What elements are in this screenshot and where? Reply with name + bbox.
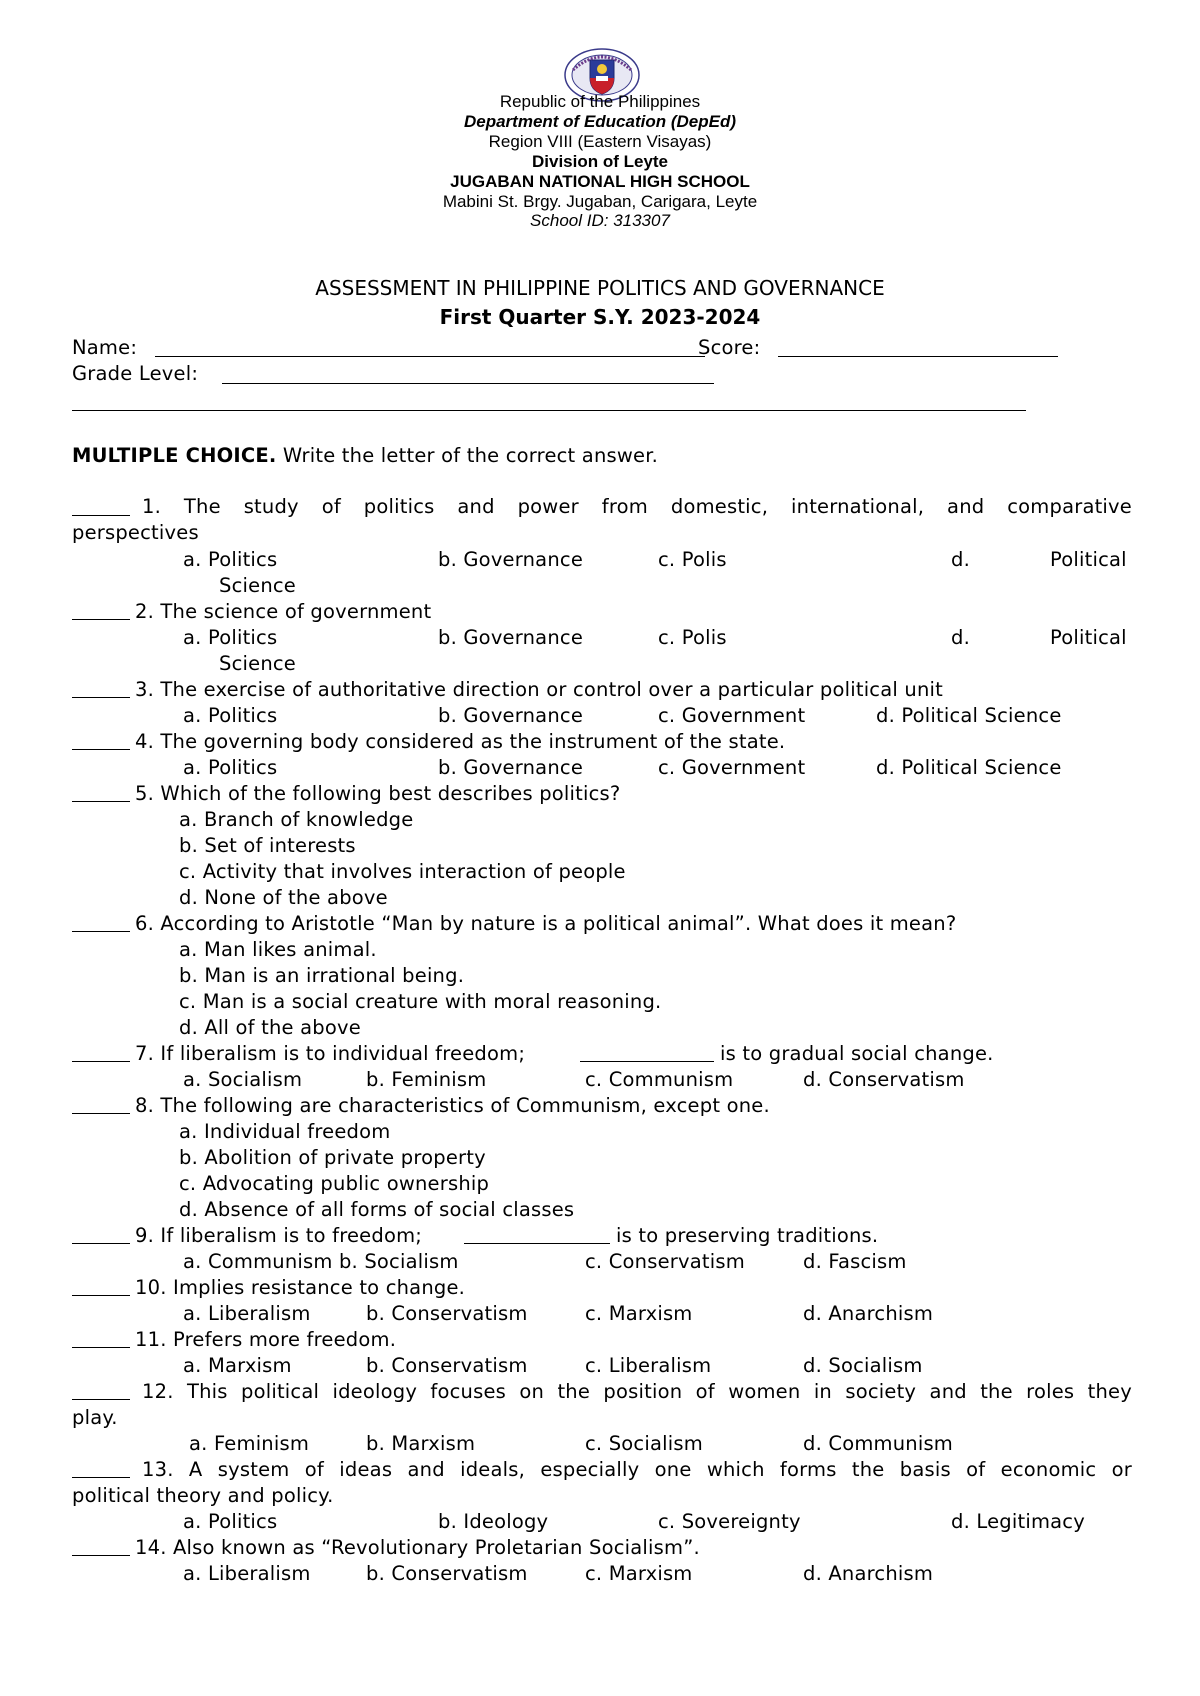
option-b: b. Set of interests (179, 834, 356, 857)
answer-blank[interactable] (72, 931, 130, 932)
option-d: d. (951, 626, 970, 649)
answer-blank[interactable] (72, 1113, 130, 1114)
answer-blank[interactable] (72, 619, 130, 620)
option-b: b. Abolition of private property (179, 1146, 486, 1169)
option-a: a. Socialism (183, 1068, 303, 1091)
question-stem: 9. If liberalism is to freedom; (135, 1224, 423, 1247)
option-b: b. Conservatism (366, 1302, 528, 1325)
question-stem: 6. According to Aristotle “Man by nature is a political animal”. What does it mean? (135, 912, 957, 935)
option-a: a. Marxism (183, 1354, 292, 1377)
name-label: Name: (72, 336, 138, 359)
name-field[interactable] (155, 356, 705, 357)
option-d: d. Political Science (876, 756, 1062, 779)
question-stem: play. (72, 1406, 118, 1429)
question-stem: 12. This political ideology focuses on the position of women in society and the roles they (142, 1380, 1132, 1403)
option-b: b. Governance (438, 756, 584, 779)
option-d: d. Anarchism (803, 1302, 934, 1325)
option-b: b. Conservatism (366, 1354, 528, 1377)
option-a: a. Liberalism (183, 1302, 311, 1325)
option-c: c. Government (658, 704, 806, 727)
option-a: a. Man likes animal. (179, 938, 377, 961)
exam-subtitle: First Quarter S.Y. 2023-2024 (439, 305, 761, 329)
fill-in-blank[interactable] (464, 1243, 610, 1244)
option-c: c. Marxism (585, 1562, 693, 1585)
header-address: Mabini St. Brgy. Jugaban, Carigara, Leyte (442, 192, 758, 211)
question-stem: is to preserving traditions. (616, 1224, 879, 1247)
question-stem: 3. The exercise of authoritative direction or control over a particular political unit (135, 678, 943, 701)
header-school: JUGABAN NATIONAL HIGH SCHOOL (450, 172, 750, 191)
option-d-text: Political (1050, 548, 1127, 571)
question-stem: perspectives (72, 521, 199, 544)
option-c: c. Government (658, 756, 806, 779)
question-stem: political theory and policy. (72, 1484, 334, 1507)
answer-blank[interactable] (72, 1347, 130, 1348)
option-a: a. Politics (183, 548, 278, 571)
option-a: a. Politics (183, 756, 278, 779)
option-b: b. Man is an irrational being. (179, 964, 465, 987)
fill-in-blank[interactable] (580, 1061, 714, 1062)
option-d: d. Legitimacy (951, 1510, 1085, 1533)
option-d: d. Fascism (803, 1250, 907, 1273)
option-b: b. Governance (438, 626, 584, 649)
answer-blank[interactable] (72, 1295, 130, 1296)
option-d: d. None of the above (179, 886, 388, 909)
question-stem: 2. The science of government (135, 600, 432, 623)
option-d: d. Conservatism (803, 1068, 965, 1091)
header-division: Division of Leyte (531, 152, 669, 171)
question-stem: 13. A system of ideas and ideals, especially one which forms the basis of economic or (142, 1458, 1132, 1481)
question-stem: 5. Which of the following best describes politics? (135, 782, 621, 805)
option-c: c. Sovereignty (658, 1510, 801, 1533)
option-a: a. Individual freedom (179, 1120, 391, 1143)
option-d: d. Absence of all forms of social classes (179, 1198, 575, 1221)
question-stem: 14. Also known as “Revolutionary Proletarian Socialism”. (135, 1536, 700, 1559)
header-region: Region VIII (Eastern Visayas) (488, 132, 712, 151)
option-c: c. Advocating public ownership (179, 1172, 490, 1195)
option-a-b: a. Communism b. Socialism (183, 1250, 459, 1273)
option-d-text: Science (219, 574, 296, 597)
option-c: c. Socialism (585, 1432, 703, 1455)
option-c: c. Polis (658, 548, 727, 571)
instructions (72, 443, 658, 469)
option-c: c. Conservatism (585, 1250, 745, 1273)
question-stem: is to gradual social change. (720, 1042, 994, 1065)
option-c: c. Man is a social creature with moral reasoning. (179, 990, 662, 1013)
grade-level-field[interactable] (222, 383, 714, 384)
instructions-heading: MULTIPLE CHOICE. (72, 444, 277, 467)
answer-blank[interactable] (72, 1243, 130, 1244)
option-c: c. Marxism (585, 1302, 693, 1325)
question-stem: 4. The governing body considered as the instrument of the state. (135, 730, 786, 753)
option-d-text: Science (219, 652, 296, 675)
answer-blank[interactable] (72, 515, 130, 516)
option-d: d. (951, 548, 970, 571)
option-b: b. Conservatism (366, 1562, 528, 1585)
option-b: b. Marxism (366, 1432, 476, 1455)
question-stem: 7. If liberalism is to individual freedom; (135, 1042, 526, 1065)
option-d: d. All of the above (179, 1016, 361, 1039)
score-field[interactable] (778, 356, 1058, 357)
answer-blank[interactable] (72, 1477, 130, 1478)
option-a: a. Politics (183, 626, 278, 649)
exam-title: ASSESSMENT IN PHILIPPINE POLITICS AND GOVERNANCE (315, 276, 885, 300)
score-label: Score: (698, 336, 761, 359)
option-a: a. Branch of knowledge (179, 808, 414, 831)
option-c: c. Activity that involves interaction of people (179, 860, 626, 883)
option-d: d. Anarchism (803, 1562, 934, 1585)
answer-blank[interactable] (72, 1061, 130, 1062)
option-c: c. Liberalism (585, 1354, 712, 1377)
answer-blank[interactable] (72, 801, 130, 802)
option-b: b. Governance (438, 548, 584, 571)
divider-line (72, 410, 1026, 411)
option-b: b. Feminism (366, 1068, 487, 1091)
answer-blank[interactable] (72, 1399, 130, 1400)
header-republic: Republic of the Philippines (499, 92, 701, 111)
option-d: d. Communism (803, 1432, 954, 1455)
question-stem: 8. The following are characteristics of Communism, except one. (135, 1094, 770, 1117)
header-school-id: School ID: 313307 (530, 211, 670, 230)
option-a: a. Feminism (189, 1432, 310, 1455)
answer-blank[interactable] (72, 1555, 130, 1556)
question-stem: 11. Prefers more freedom. (135, 1328, 397, 1351)
option-a: a. Politics (183, 704, 278, 727)
instructions-text: Write the letter of the correct answer. (276, 444, 659, 467)
option-c: c. Polis (658, 626, 727, 649)
question-stem: 10. Implies resistance to change. (135, 1276, 466, 1299)
grade-level-label: Grade Level: (72, 362, 199, 385)
option-d: d. Socialism (803, 1354, 923, 1377)
option-d: d. Political Science (876, 704, 1062, 727)
answer-blank[interactable] (72, 749, 130, 750)
question-stem: 1. The study of politics and power from domestic, international, and comparative (142, 495, 1132, 518)
header-department: Department of Education (DepEd) (463, 112, 736, 131)
option-c: c. Communism (585, 1068, 734, 1091)
option-a: a. Liberalism (183, 1562, 311, 1585)
option-d-text: Political (1050, 626, 1127, 649)
option-a: a. Politics (183, 1510, 278, 1533)
answer-blank[interactable] (72, 697, 130, 698)
option-b: b. Ideology (438, 1510, 549, 1533)
option-b: b. Governance (438, 704, 584, 727)
